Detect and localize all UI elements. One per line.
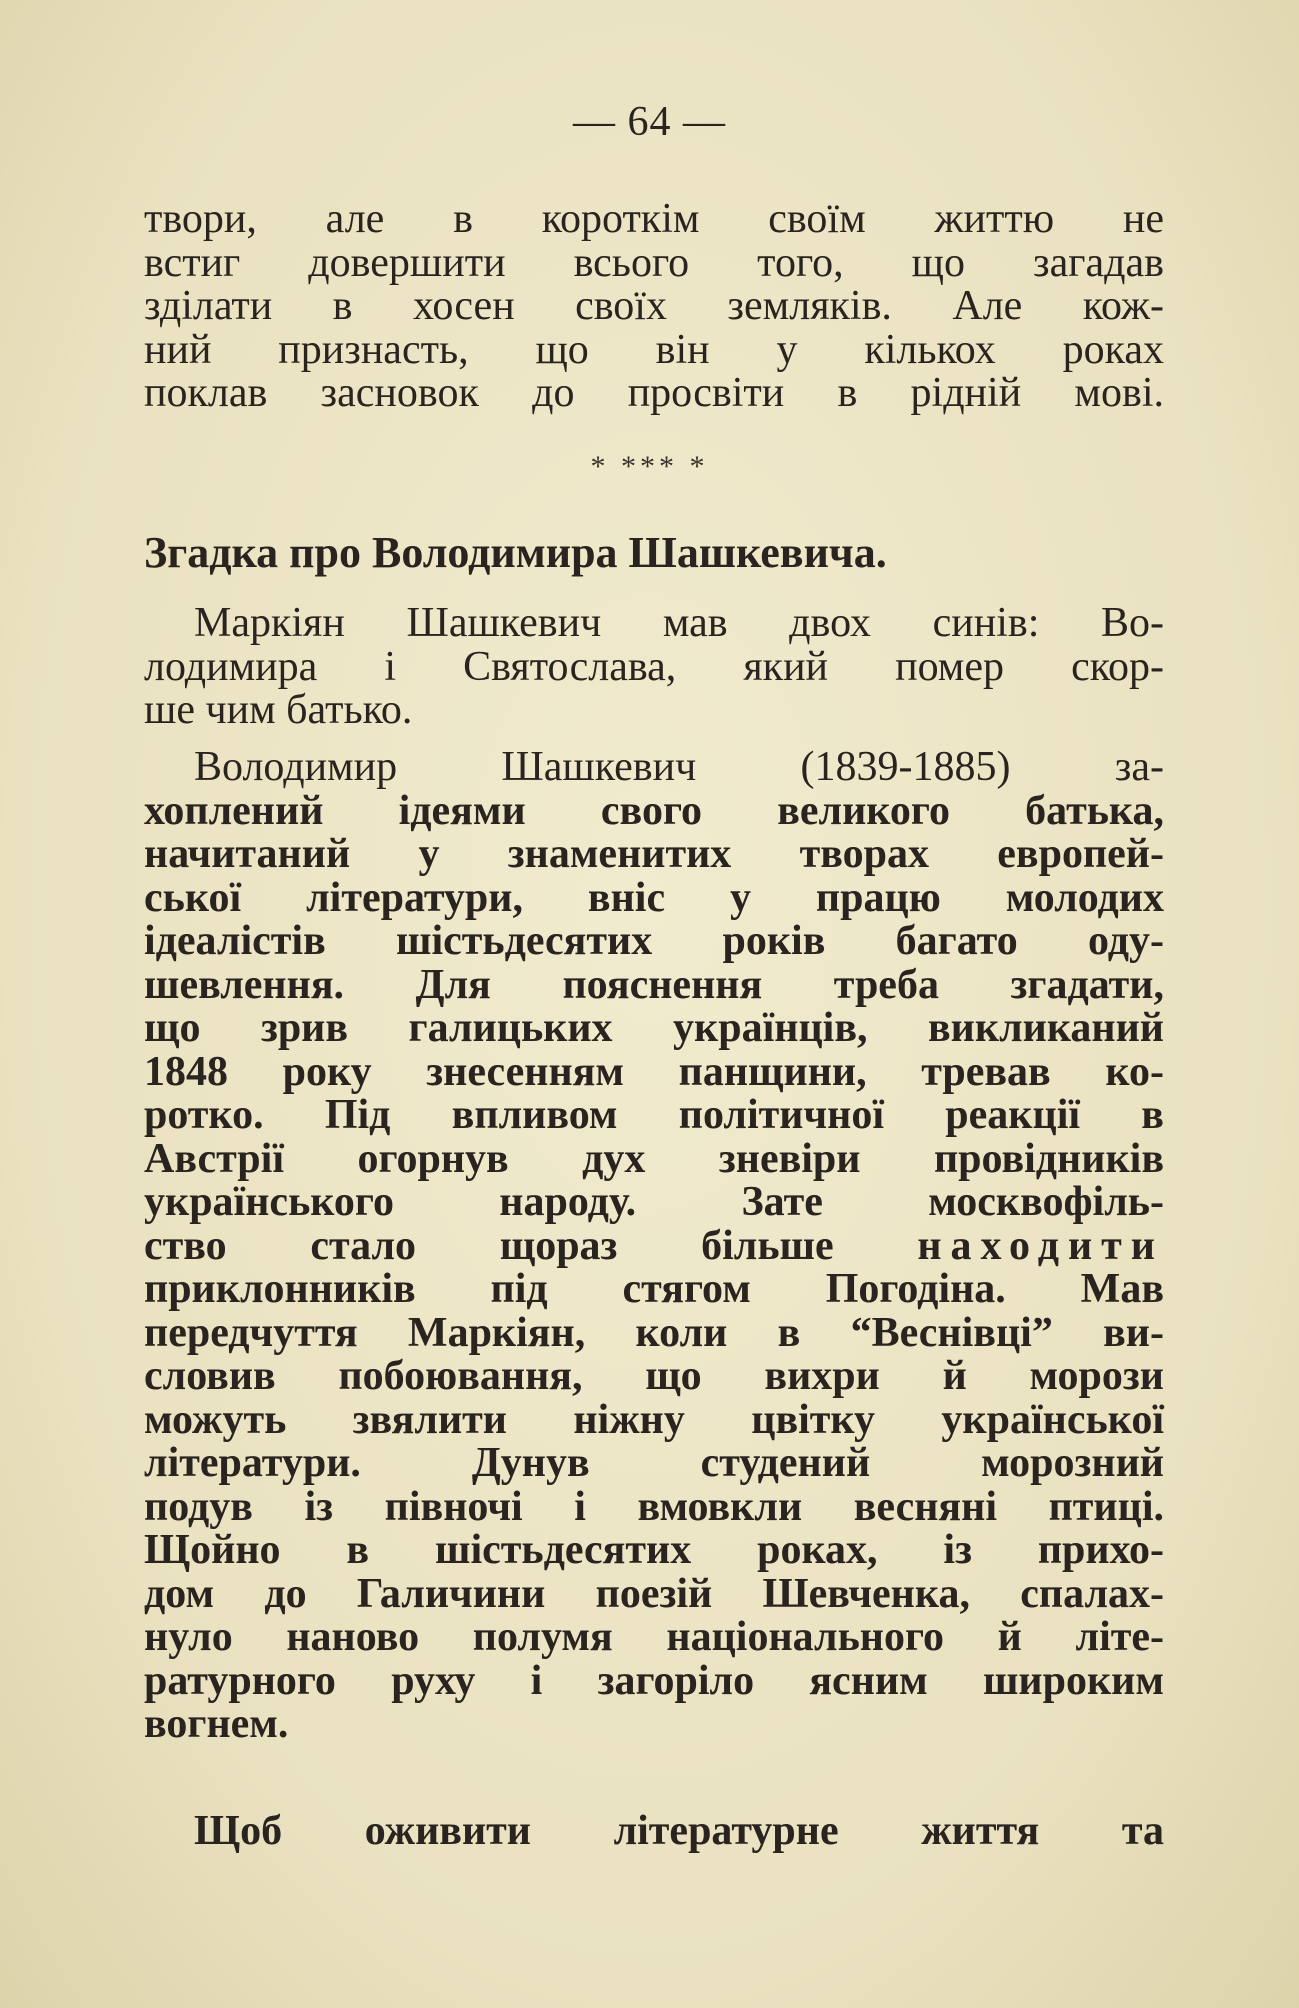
text-line: 1848 року знесенням панщини, тревав ко- [144,1048,1164,1095]
text-line: шевлення. Для пояснення треба згадати, [144,961,1164,1008]
section-divider: * *** * [590,450,709,483]
text-line: ний признасть, що він у кількох роках [144,326,1164,373]
text-line: Володимир Шашкевич (1839-1885) за- [194,744,1164,790]
text-line: хоплений ідеями свого великого батька, [144,787,1164,834]
text-line: можуть звялити нiжну цвiтку української [144,1396,1164,1443]
text-line: поклав засновок до просвiти в рiднiй мовi. [144,370,1164,416]
spaced-word: находити [917,1222,1165,1269]
text-fragment: ство стало щораз бiльше [144,1222,834,1269]
text-line: твори, але в короткім своїм життю не [144,196,1164,242]
text-line: українського народу. Зате москвофiль- [144,1179,1164,1225]
text-line: передчуття Маркiян, коли в “Веснiвцi” ви- [144,1309,1164,1356]
text-line: ратурного руху i загорiло ясним широким [144,1657,1164,1704]
text-line: нуло наново полумя нацiонального й лiте- [144,1614,1164,1660]
text-line: приклонникiв пiд стягом Погодiна. Мав [144,1266,1164,1312]
text-line: лiтератури. Дунув студений морозний [144,1440,1164,1486]
paragraph-top [144,198,1164,416]
text-line: ротко. Пiд впливом полiтичної реакцiї в [144,1092,1164,1138]
text-line: лодимира і Святослава, який помер скор- [144,643,1164,690]
text-line: Австрiї огорнув дух зневiри провiдникiв [144,1135,1164,1182]
text-line: ше чим батько. [144,687,413,733]
page-number: — 64 — [573,99,726,145]
text-line: ської лiтератури, внiс у працю молодих [144,874,1164,921]
text-line: здiлати в хосен своїх земляків. Але кож- [144,283,1164,329]
text-line: що зрив галицьких українцiв, викликаний [144,1005,1164,1051]
paragraph-1 [144,602,1164,733]
text-line: Щойно в шiстьдесятих роках, iз прихо- [144,1527,1164,1573]
text-line: Маркіян Шашкевич мав двох синів: Во- [194,600,1164,646]
paragraph-2 [144,746,1164,1747]
section-heading: Згадка про Володимира Шашкевича. [144,528,887,577]
text-line: начитаний у знаменитих творах европей- [144,831,1164,877]
text-line: вогнем. [144,1701,289,1747]
text-line: дом до Галичини поезiй Шевченка, спалах- [144,1570,1164,1617]
text-line: Щоб оживити лiтературне життя та [194,1808,1164,1854]
text-line: словив побоювання, що вихри й морози [144,1353,1164,1399]
text-line: iдеалiстiв шiстьдесятих рокiв багато оду- [144,918,1164,964]
text-line-spaced [144,1222,1165,1269]
paragraph-3 [144,1810,1164,1854]
text-line: встиг довершити всього того, що загадав [144,239,1164,286]
text-line: подув iз пiвночi i вмовкли весняні птицi. [144,1483,1164,1530]
